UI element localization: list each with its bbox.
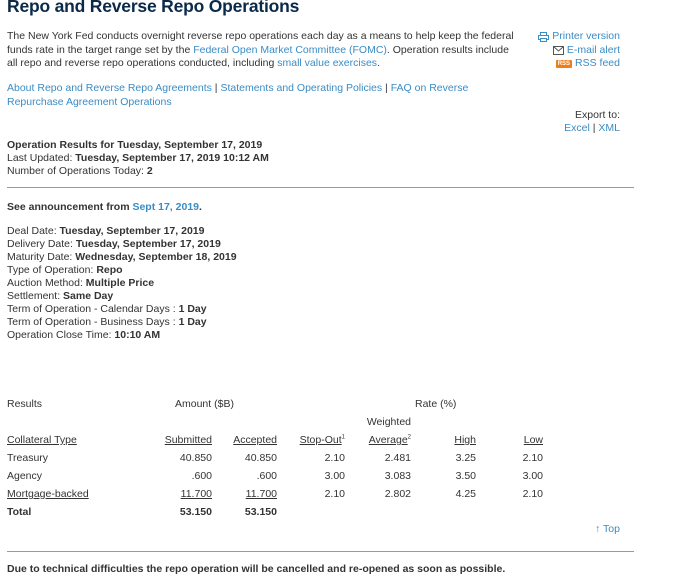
export-xml-link[interactable]: XML: [598, 122, 620, 134]
col-collateral-type[interactable]: Collateral Type: [7, 434, 77, 446]
intro-text: .: [377, 57, 380, 69]
printer-version-link[interactable]: [538, 30, 620, 44]
printer-version-label[interactable]: Printer version: [552, 30, 620, 42]
cell-stopout: 2.10: [324, 452, 345, 464]
results-table: [7, 392, 543, 518]
link-separator: |: [211, 82, 221, 94]
detail-line: Delivery Date: Tuesday, September 17, 2019: [7, 238, 221, 250]
operation-details: [7, 225, 237, 342]
total-submitted: 53.150: [179, 506, 212, 518]
rss-feed-link[interactable]: [538, 57, 620, 71]
divider: [7, 551, 634, 552]
detail-line: Settlement: Same Day: [7, 290, 114, 302]
intro-paragraph: [7, 30, 515, 71]
cell-accepted[interactable]: 11.700: [245, 488, 277, 500]
statements-policies-link[interactable]: Statements and Operating Policies: [220, 82, 383, 94]
results-for-heading: Operation Results for Tuesday, September 17, 2019: [7, 139, 263, 151]
cell-type: Treasury: [7, 452, 49, 464]
operation-summary: [7, 139, 269, 178]
column-header-row: [7, 428, 543, 446]
col-high[interactable]: High: [454, 434, 476, 446]
table-row: [7, 464, 543, 482]
announcement-line: See announcement from Sept 17, 2019.: [7, 201, 202, 213]
export-panel: [564, 109, 620, 135]
related-links: [7, 82, 507, 109]
operations-count: Number of Operations Today: 2: [7, 165, 153, 177]
cell-accepted: .600: [256, 470, 277, 482]
cell-low: 2.10: [522, 488, 543, 500]
total-accepted: 53.150: [244, 506, 277, 518]
share-tools: [538, 30, 620, 71]
email-alert-label[interactable]: E-mail alert: [566, 43, 620, 56]
col-submitted[interactable]: Submitted: [164, 434, 212, 446]
printer-icon: [538, 32, 549, 42]
cell-high: 4.25: [455, 488, 476, 500]
fomc-link[interactable]: Federal Open Market Committee (FOMC): [193, 43, 387, 56]
cell-type: Agency: [7, 470, 43, 482]
col-accepted[interactable]: Accepted: [233, 434, 277, 446]
envelope-icon: [553, 46, 564, 55]
cell-submitted: .600: [191, 470, 212, 482]
detail-line: Term of Operation - Business Days : 1 Day: [7, 316, 207, 328]
cell-low: 2.10: [522, 452, 543, 464]
intro-text: . Operation results include all repo and reverse repo operations conducted, including: [7, 43, 509, 69]
page-title: Repo and Reverse Repo Operations: [7, 0, 300, 16]
small-value-exercises-link[interactable]: small value exercises: [277, 57, 378, 69]
cell-type[interactable]: Mortgage-backed: [7, 488, 89, 500]
cell-high: 3.25: [455, 452, 476, 464]
cell-average: 2.802: [384, 488, 411, 500]
notice-text: Due to technical difficulties the repo operation will be cancelled and re-opened as soon as possible.: [7, 563, 506, 575]
cell-average: 3.083: [384, 470, 411, 482]
cell-high: 3.50: [455, 470, 476, 482]
intro-text: The New York Fed conducts overnight reverse repo operations each day as a means to help keep the federal funds rate in the target range set by the: [7, 30, 514, 56]
weighted-label: Weighted: [366, 416, 411, 428]
total-row: [7, 500, 543, 518]
faq-link[interactable]: FAQ on Reverse Repurchase Agreement Operations: [7, 82, 469, 108]
divider: [7, 187, 634, 188]
detail-line: Term of Operation - Calendar Days : 1 Day: [7, 303, 207, 315]
export-separator: |: [589, 122, 599, 134]
detail-line: Auction Method: Multiple Price: [7, 277, 155, 289]
rss-icon: RSS: [557, 60, 571, 67]
link-separator: |: [382, 82, 391, 94]
email-alert-link[interactable]: [538, 44, 620, 58]
export-excel-link[interactable]: Excel: [564, 122, 590, 134]
last-updated: Last Updated: Tuesday, September 17, 2019 10:12 AM: [7, 152, 269, 164]
announcement-link[interactable]: Sept 17, 2019: [132, 201, 199, 213]
rss-feed-label[interactable]: RSS feed: [575, 57, 620, 69]
cell-low: 3.00: [522, 470, 543, 482]
cell-average: 2.481: [384, 452, 411, 464]
table-row: [7, 446, 543, 464]
col-stop-out[interactable]: Stop-Out$^1$: [299, 434, 345, 446]
back-to-top-link[interactable]: ↑ Top: [595, 523, 620, 535]
detail-line: Operation Close Time: 10:10 AM: [7, 329, 161, 341]
cell-submitted[interactable]: 11.700: [180, 488, 212, 500]
cell-stopout: 2.10: [324, 488, 345, 500]
about-repo-link[interactable]: About Repo and Reverse Repo Agreements: [7, 82, 212, 94]
total-label: Total: [7, 506, 32, 518]
results-header-row: [7, 392, 543, 410]
results-label: Results: [7, 398, 43, 410]
table-row: [7, 482, 543, 500]
col-low[interactable]: Low: [523, 434, 543, 446]
cell-submitted: 40.850: [179, 452, 212, 464]
col-weighted-average[interactable]: Average$^2$: [368, 434, 411, 446]
detail-line: Type of Operation: Repo: [7, 264, 123, 276]
cell-stopout: 3.00: [324, 470, 345, 482]
export-label: Export to:: [575, 109, 620, 121]
detail-line: Deal Date: Tuesday, September 17, 2019: [7, 225, 205, 237]
detail-line: Maturity Date: Wednesday, September 18, 2019: [7, 251, 237, 263]
rate-label: Rate (%): [415, 398, 457, 410]
amount-label: Amount ($B): [175, 398, 234, 410]
cell-accepted: 40.850: [244, 452, 277, 464]
